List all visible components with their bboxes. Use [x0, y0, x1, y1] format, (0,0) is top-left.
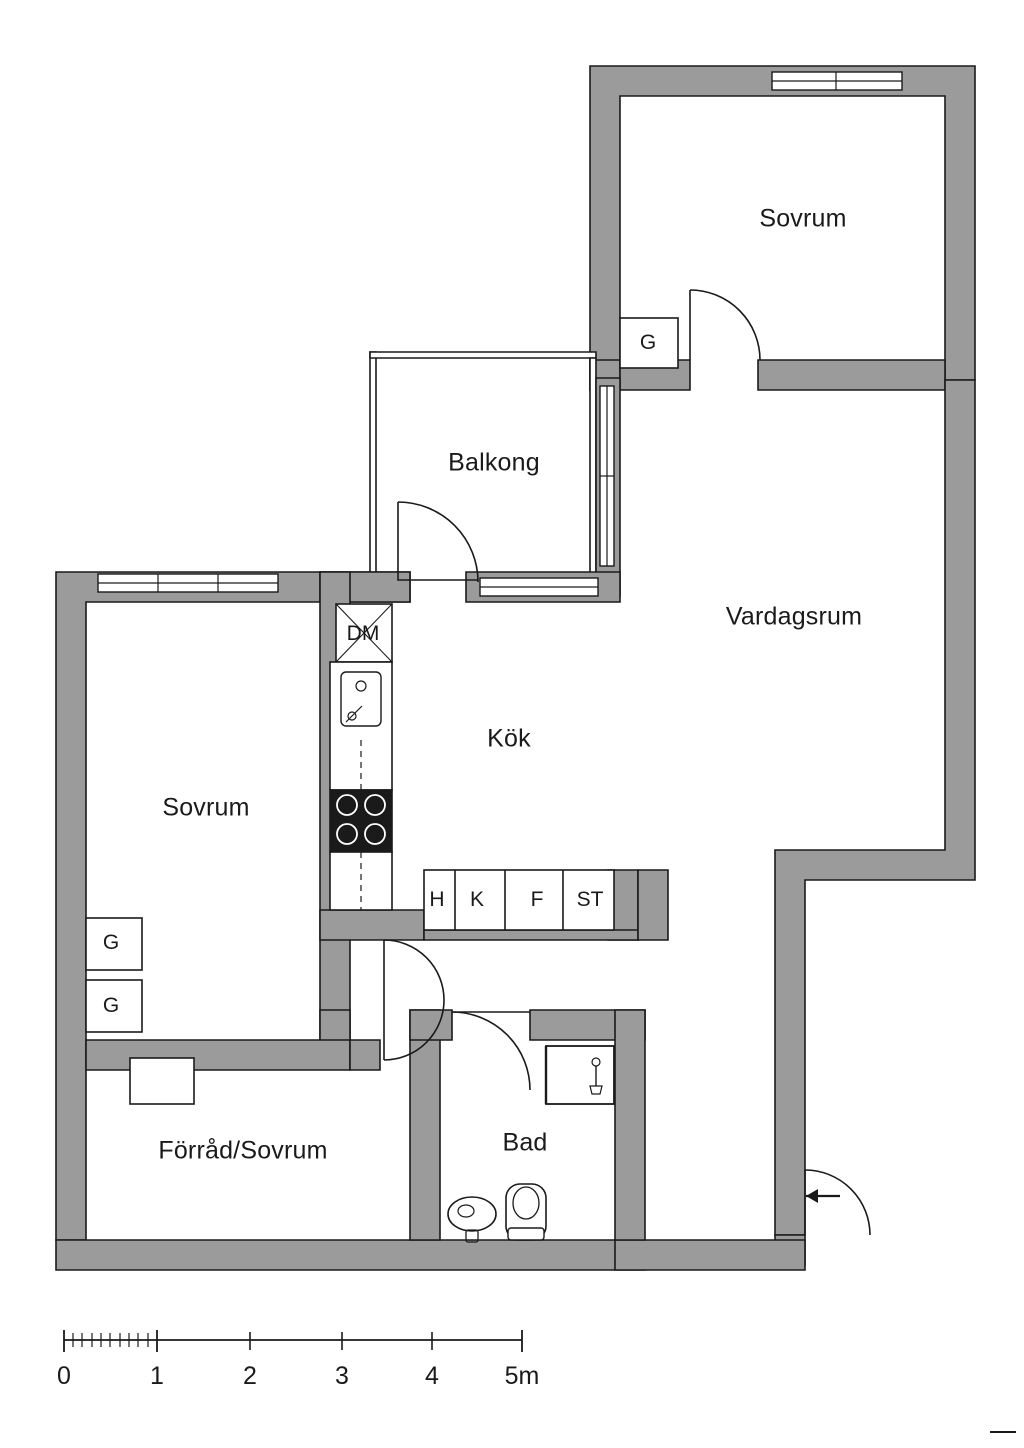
wall-kitchen-bottom — [320, 910, 424, 940]
scale-tick-0: 0 — [57, 1362, 71, 1390]
door-swing-bedroom1 — [690, 290, 760, 360]
wall-balcony-left — [370, 352, 376, 596]
room-label-sovrum-1: Sovrum — [759, 204, 847, 233]
wall-livingroom — [775, 380, 975, 1235]
fixture-label-dishwasher-dm: DM — [346, 622, 380, 645]
scale-tick-4: 4 — [425, 1362, 439, 1390]
wall-hall-bottom — [86, 1040, 350, 1070]
fixture-label-cabinet-f: F — [530, 888, 544, 911]
wall-bedroom1-bottom-right — [758, 360, 945, 390]
fixture-label-wardrobe-g-upper: G — [102, 931, 120, 954]
scale-bar — [64, 1330, 522, 1352]
entry-arrow-icon — [806, 1189, 840, 1203]
wall-kitchen-bottom-seg — [424, 930, 638, 940]
scale-tick-1: 1 — [150, 1362, 164, 1390]
door-swing-bath — [452, 1012, 530, 1090]
door-swing-entry — [805, 1170, 870, 1235]
wall-bath-top — [410, 1010, 452, 1040]
scale-tick-5m: 5m — [504, 1362, 540, 1390]
fixture-label-wardrobe-g-bedroom1: G — [639, 331, 657, 354]
room-label-bad: Bad — [502, 1128, 548, 1157]
washbasin — [448, 1197, 496, 1231]
wall-bottom-connector — [615, 1240, 805, 1270]
fixture-label-cabinet-h: H — [429, 888, 445, 911]
room-label-vardagsrum: Vardagsrum — [725, 602, 863, 631]
wall-left-bottom — [56, 1240, 645, 1270]
room-label-forrad-sovrum: Förråd/Sovrum — [158, 1136, 328, 1165]
fixture-label-wardrobe-g-lower: G — [102, 994, 120, 1017]
scale-tick-2: 2 — [243, 1362, 257, 1390]
storage-niche — [130, 1058, 194, 1104]
fixture-label-cabinet-st: ST — [576, 888, 604, 911]
wall-balcony-top — [370, 352, 596, 358]
door-swing-balcony — [398, 502, 478, 582]
scale-tick-3: 3 — [335, 1362, 349, 1390]
sink-basin — [341, 672, 381, 726]
fixture-label-cabinet-k: K — [469, 888, 485, 911]
wall-hall-right — [350, 1040, 380, 1070]
room-label-sovrum-2: Sovrum — [162, 793, 250, 822]
wall-bath-right — [615, 1010, 645, 1240]
room-label-kok: Kök — [487, 724, 531, 753]
windows-group — [98, 72, 902, 596]
room-label-balkong: Balkong — [448, 448, 540, 477]
shower-tray — [546, 1046, 614, 1104]
wall-livingroom-left — [638, 870, 668, 940]
wall-balcony-right — [590, 358, 596, 596]
